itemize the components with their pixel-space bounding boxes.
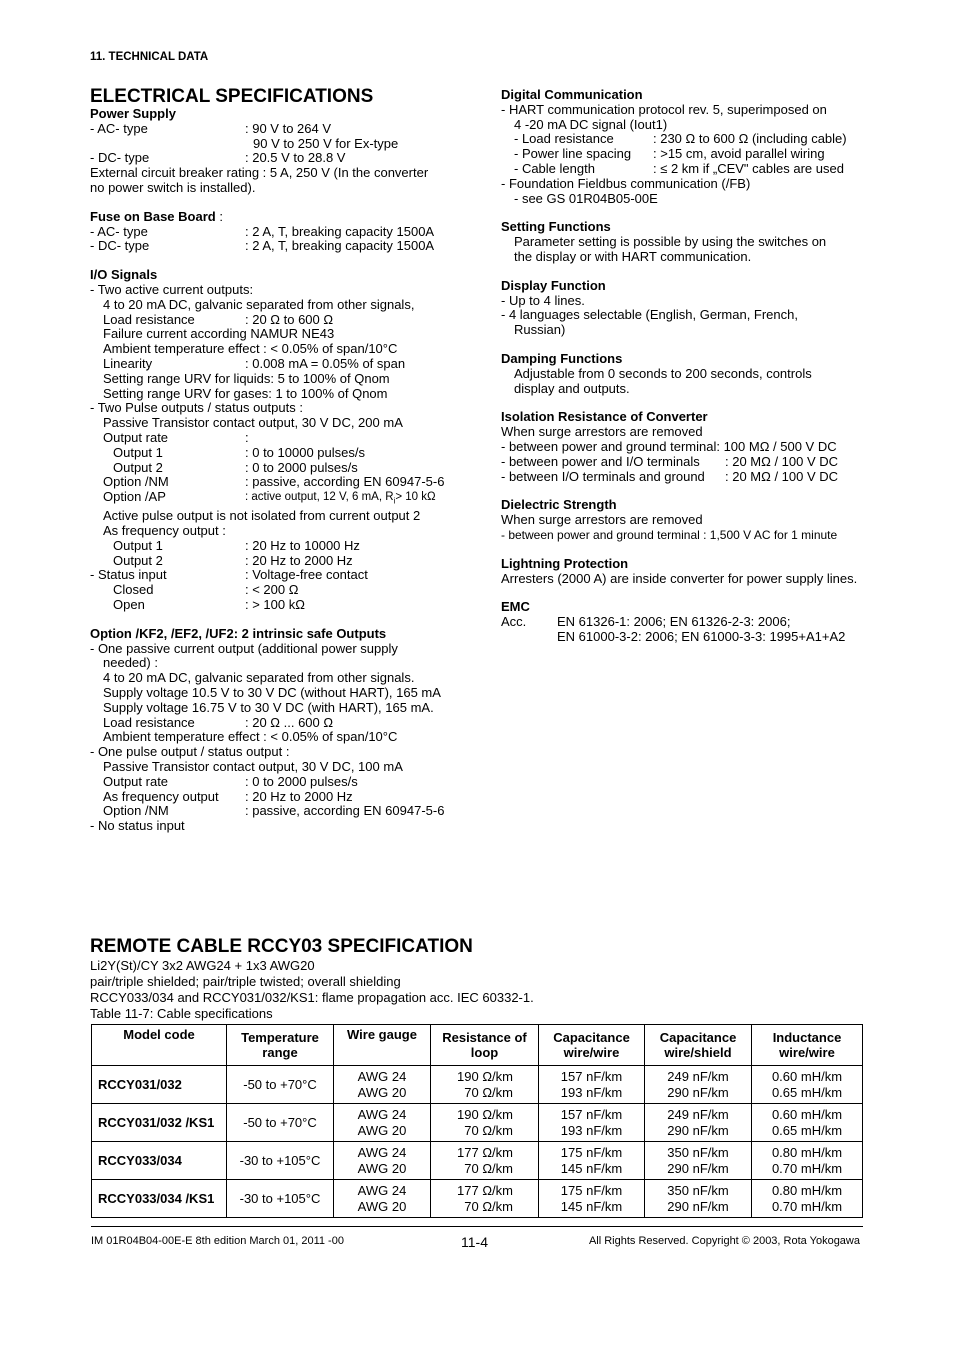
label: - Load resistance	[514, 131, 614, 147]
value: : 20 Ω to 600 Ω	[245, 311, 334, 327]
value: 90 V to 250 V for Ex-type	[253, 135, 399, 151]
io-line: Ambient temperature effect : < 0.05% of span/10°C	[103, 341, 398, 357]
colon: :	[215, 208, 223, 224]
cell-model: RCCY031/032 /KS1	[92, 1104, 227, 1142]
isolation-row	[501, 470, 871, 485]
digital-row	[501, 162, 871, 177]
cable-spec-table	[91, 1024, 863, 1218]
fuse-heading-line	[90, 210, 470, 225]
page-title: ELECTRICAL SPECIFICATIONS	[90, 86, 374, 107]
cell-resistance: 177 Ω/km 70 Ω/km	[431, 1180, 539, 1218]
value	[245, 490, 436, 509]
cell-cap-shield: 249 nF/km 290 nF/km	[645, 1104, 752, 1142]
cable-line: RCCY033/034 and RCCY031/032/KS1: flame propagation acc. IEC 60332-1.	[90, 990, 534, 1005]
option-line: - One passive current output (additional power supply	[90, 640, 398, 656]
section-header: 11. TECHNICAL DATA	[90, 51, 209, 63]
emc-heading: EMC	[501, 599, 530, 615]
io-line: As frequency output :	[103, 523, 226, 539]
emc-row	[501, 615, 871, 630]
footer-rule	[91, 1226, 863, 1227]
io-row	[90, 539, 470, 554]
cell-cap-shield: 249 nF/km 290 nF/km	[645, 1066, 752, 1104]
table-row	[92, 1104, 863, 1142]
value: : 0.008 mA = 0.05% of span	[245, 355, 406, 371]
label: Linearity	[103, 355, 153, 371]
option-row	[90, 804, 470, 819]
cell-temp: -30 to +105°C	[227, 1142, 334, 1180]
label: Output rate	[103, 773, 169, 789]
label: Option /NM	[103, 803, 169, 819]
digital-heading: Digital Communication	[501, 87, 643, 102]
io-line: Setting range URV for gases: 1 to 100% of Qnom	[103, 385, 388, 401]
cell-model: RCCY033/034 /KS1	[92, 1180, 227, 1218]
label: Output 1	[113, 444, 163, 460]
option-row	[90, 775, 470, 790]
isolation-heading: Isolation Resistance of Converter	[501, 409, 708, 425]
emc-row	[501, 630, 871, 645]
dielectric-line: - between power and ground terminal : 1,500 V AC for 1 minute	[501, 527, 838, 542]
io-row	[90, 554, 470, 569]
option-line: needed) :	[103, 655, 158, 671]
value: EN 61326-1: 2006; EN 61326-2-3: 2006;	[557, 614, 791, 630]
value: : 20.5 V to 28.8 V	[245, 150, 346, 166]
option-line: - One pulse output / status output :	[90, 744, 290, 760]
column-header: Wire gauge	[334, 1025, 431, 1066]
io-line: Failure current according NAMUR NE43	[103, 326, 335, 342]
value: : 20 Hz to 2000 Hz	[245, 552, 353, 568]
cell-temp: -30 to +105°C	[227, 1180, 334, 1218]
dielectric-heading: Dielectric Strength	[501, 497, 617, 513]
table-row	[92, 1180, 863, 1218]
fuse-dc-row	[90, 239, 470, 254]
left-column	[90, 107, 470, 834]
setting-line: the display or with HART communication.	[514, 248, 752, 264]
value: : passive, according EN 60947-5-6	[245, 474, 445, 490]
digital-line: - Foundation Fieldbus communication (/FB)	[501, 175, 751, 191]
column-header: Temperature range	[227, 1025, 334, 1066]
label: - Power line spacing	[514, 146, 632, 162]
value: : > 100 kΩ	[245, 597, 305, 612]
option-row	[90, 790, 470, 805]
io-row	[90, 598, 470, 613]
option-heading: Option /KF2, /EF2, /UF2: 2 intrinsic safe Outputs	[90, 625, 387, 641]
option-line: Passive Transistor contact output, 30 V DC, 100 mA	[103, 758, 403, 774]
value: : ≤ 2 km if „CEV" cables are used	[653, 160, 844, 176]
value: : 230 Ω to 600 Ω (including cable)	[653, 131, 847, 147]
io-row	[90, 313, 470, 328]
value: : 20 MΩ / 100 V DC	[725, 468, 839, 484]
value: : 0 to 2000 pulses/s	[245, 459, 358, 475]
table-header-row	[92, 1025, 863, 1066]
isolation-line: - between power and ground terminal: 100 MΩ / 500 V DC	[501, 438, 837, 454]
value: : 2 A, T, breaking capacity 1500A	[245, 238, 435, 254]
cell-inductance: 0.60 mH/km 0.65 mH/km	[752, 1104, 863, 1142]
damping-line: Adjustable from 0 seconds to 200 seconds, controls	[514, 365, 812, 381]
cell-cap-shield: 350 nF/km 290 nF/km	[645, 1142, 752, 1180]
io-line: - Two Pulse outputs / status outputs :	[90, 400, 303, 416]
value: : 2 A, T, breaking capacity 1500A	[245, 223, 435, 239]
value: : 0 to 10000 pulses/s	[245, 444, 365, 460]
cell-inductance: 0.60 mH/km 0.65 mH/km	[752, 1066, 863, 1104]
cell-model: RCCY033/034	[92, 1142, 227, 1180]
io-line: - Two active current outputs:	[90, 281, 254, 297]
display-line: - Up to 4 lines.	[501, 292, 585, 308]
setting-heading: Setting Functions	[501, 219, 611, 235]
footer-copyright: All Rights Reserved. Copyright © 2003, Rota Yokogawa	[588, 1235, 860, 1247]
display-heading: Display Function	[501, 277, 606, 293]
value: EN 61000-3-2: 2006; EN 61000-3-3: 1995+A1+A2	[557, 628, 846, 644]
cell-model: RCCY031/032	[92, 1066, 227, 1104]
label: Option /AP	[103, 489, 166, 505]
cell-cap-wire: 175 nF/km 145 nF/km	[539, 1142, 645, 1180]
io-row	[90, 431, 470, 446]
label: - between power and I/O terminals	[501, 453, 700, 469]
dc-type-row	[90, 151, 470, 166]
table-row	[92, 1142, 863, 1180]
value: : 0 to 2000 pulses/s	[245, 773, 358, 789]
io-row	[90, 490, 470, 509]
io-line: Active pulse output is not isolated from current output 2	[103, 508, 421, 524]
label: Load resistance	[103, 714, 195, 730]
power-supply-heading: Power Supply	[90, 106, 176, 121]
io-line: Passive Transistor contact output, 30 V DC, 200 mA	[103, 415, 403, 431]
option-row	[90, 716, 470, 731]
option-line: 4 to 20 mA DC, galvanic separated from other signals.	[103, 670, 415, 686]
label: Output 2	[113, 552, 163, 568]
option-line: Supply voltage 10.5 V to 30 V DC (without HART), 165 mA	[103, 684, 441, 700]
cable-line: pair/triple shielded; pair/triple twisted; overall shielding	[90, 974, 401, 989]
cell-inductance: 0.80 mH/km 0.70 mH/km	[752, 1142, 863, 1180]
option-line: Supply voltage 16.75 V to 30 V DC (with HART), 165 mA.	[103, 699, 434, 715]
cell-cap-wire: 157 nF/km 193 nF/km	[539, 1066, 645, 1104]
value: : >15 cm, avoid parallel wiring	[653, 146, 825, 162]
digital-line: - HART communication protocol rev. 5, superimposed on	[501, 101, 827, 117]
page-number: 11-4	[461, 1234, 488, 1250]
cell-resistance: 190 Ω/km 70 Ω/km	[431, 1066, 539, 1104]
cell-cap-shield: 350 nF/km 290 nF/km	[645, 1180, 752, 1218]
cell-temp: -50 to +70°C	[227, 1104, 334, 1142]
right-column	[501, 88, 871, 645]
column-header: Inductance wire/wire	[752, 1025, 863, 1066]
value: :	[245, 429, 249, 445]
label: Load resistance	[103, 311, 195, 327]
cable-description	[90, 958, 790, 1022]
value: : 20 MΩ / 100 V DC	[725, 453, 839, 469]
value-text: : active output, 12 V, 6 mA, R	[245, 491, 394, 504]
cell-cap-wire: 157 nF/km 193 nF/km	[539, 1104, 645, 1142]
lightning-line: Arresters (2000 A) are inside converter for power supply lines.	[501, 570, 858, 586]
power-note-2: no power switch is installed).	[90, 179, 256, 195]
label: Output rate	[103, 429, 169, 445]
io-row	[90, 583, 470, 598]
cell-resistance: 190 Ω/km 70 Ω/km	[431, 1104, 539, 1142]
label: Output 2	[113, 459, 163, 475]
label: - DC- type	[90, 238, 150, 254]
label: Acc.	[501, 614, 527, 630]
table-row	[92, 1066, 863, 1104]
value: : 20 Ω ... 600 Ω	[245, 714, 334, 730]
value: : < 200 Ω	[245, 582, 299, 598]
cell-cap-wire: 175 nF/km 145 nF/km	[539, 1180, 645, 1218]
ac-type-row-2	[90, 137, 470, 152]
display-line: - 4 languages selectable (English, German, French,	[501, 307, 798, 323]
isolation-line: When surge arrestors are removed	[501, 424, 703, 440]
io-line: 4 to 20 mA DC, galvanic separated from other signals,	[103, 296, 415, 312]
column-header: Model code	[92, 1025, 227, 1066]
table-caption: Table 11-7: Cable specifications	[90, 1006, 273, 1021]
damping-heading: Damping Functions	[501, 350, 623, 366]
cell-gauge: AWG 24 AWG 20	[334, 1180, 431, 1218]
io-row	[90, 446, 470, 461]
cell-gauge: AWG 24 AWG 20	[334, 1142, 431, 1180]
io-row	[90, 357, 470, 372]
setting-line: Parameter setting is possible by using the switches on	[514, 234, 827, 250]
digital-row	[501, 132, 871, 147]
label: - Cable length	[514, 160, 595, 176]
label: - AC- type	[90, 120, 148, 136]
io-row	[90, 568, 470, 583]
column-header: Capacitance wire/wire	[539, 1025, 645, 1066]
isolation-row	[501, 455, 871, 470]
column-header: Resistance of loop	[431, 1025, 539, 1066]
option-line: Ambient temperature effect : < 0.05% of span/10°C	[103, 729, 398, 745]
digital-line: - see GS 01R04B05-00E	[514, 190, 658, 206]
subscript: i	[393, 496, 396, 506]
value: : passive, according EN 60947-5-6	[245, 803, 445, 819]
cell-gauge: AWG 24 AWG 20	[334, 1104, 431, 1142]
label: - between I/O terminals and ground	[501, 468, 705, 484]
damping-line: display and outputs.	[514, 380, 630, 396]
value: : 90 V to 264 V	[245, 120, 332, 136]
footer-document-id: IM 01R04B04-00E-E 8th edition March 01, 2011 -00	[91, 1235, 344, 1247]
label: - AC- type	[90, 223, 148, 239]
display-line: Russian)	[514, 322, 566, 338]
label: Open	[113, 597, 145, 612]
power-note: External circuit breaker rating : 5 A, 250 V (In the converter	[90, 165, 429, 181]
io-row	[90, 475, 470, 490]
column-header: Capacitance wire/shield	[645, 1025, 752, 1066]
label: - DC- type	[90, 150, 150, 166]
value: : 20 Hz to 2000 Hz	[245, 788, 353, 804]
value-text: > 10 kΩ	[395, 491, 436, 504]
cable-line: Li2Y(St)/CY 3x2 AWG24 + 1x3 AWG20	[90, 958, 315, 973]
cell-gauge: AWG 24 AWG 20	[334, 1066, 431, 1104]
label: Closed	[113, 582, 154, 598]
label: Output 1	[113, 537, 163, 553]
lightning-heading: Lightning Protection	[501, 555, 629, 571]
digital-row	[501, 147, 871, 162]
fuse-ac-row	[90, 225, 470, 240]
fuse-heading: Fuse on Base Board	[90, 208, 216, 224]
value: : Voltage-free contact	[245, 567, 368, 583]
io-line: Setting range URV for liquids: 5 to 100% of Qnom	[103, 370, 390, 386]
cell-resistance: 177 Ω/km 70 Ω/km	[431, 1142, 539, 1180]
dielectric-line: When surge arrestors are removed	[501, 512, 703, 528]
ac-type-row	[90, 122, 470, 137]
option-line: - No status input	[90, 818, 185, 834]
value: : 20 Hz to 10000 Hz	[245, 537, 360, 553]
cell-inductance: 0.80 mH/km 0.70 mH/km	[752, 1180, 863, 1218]
label: As frequency output	[103, 788, 219, 804]
digital-line: 4 -20 mA DC signal (Iout1)	[514, 116, 668, 132]
cell-temp: -50 to +70°C	[227, 1066, 334, 1104]
cable-title: REMOTE CABLE RCCY03 SPECIFICATION	[90, 936, 473, 957]
io-row	[90, 461, 470, 476]
label: Option /NM	[103, 474, 169, 490]
io-heading: I/O Signals	[90, 267, 158, 283]
label: - Status input	[90, 567, 167, 583]
